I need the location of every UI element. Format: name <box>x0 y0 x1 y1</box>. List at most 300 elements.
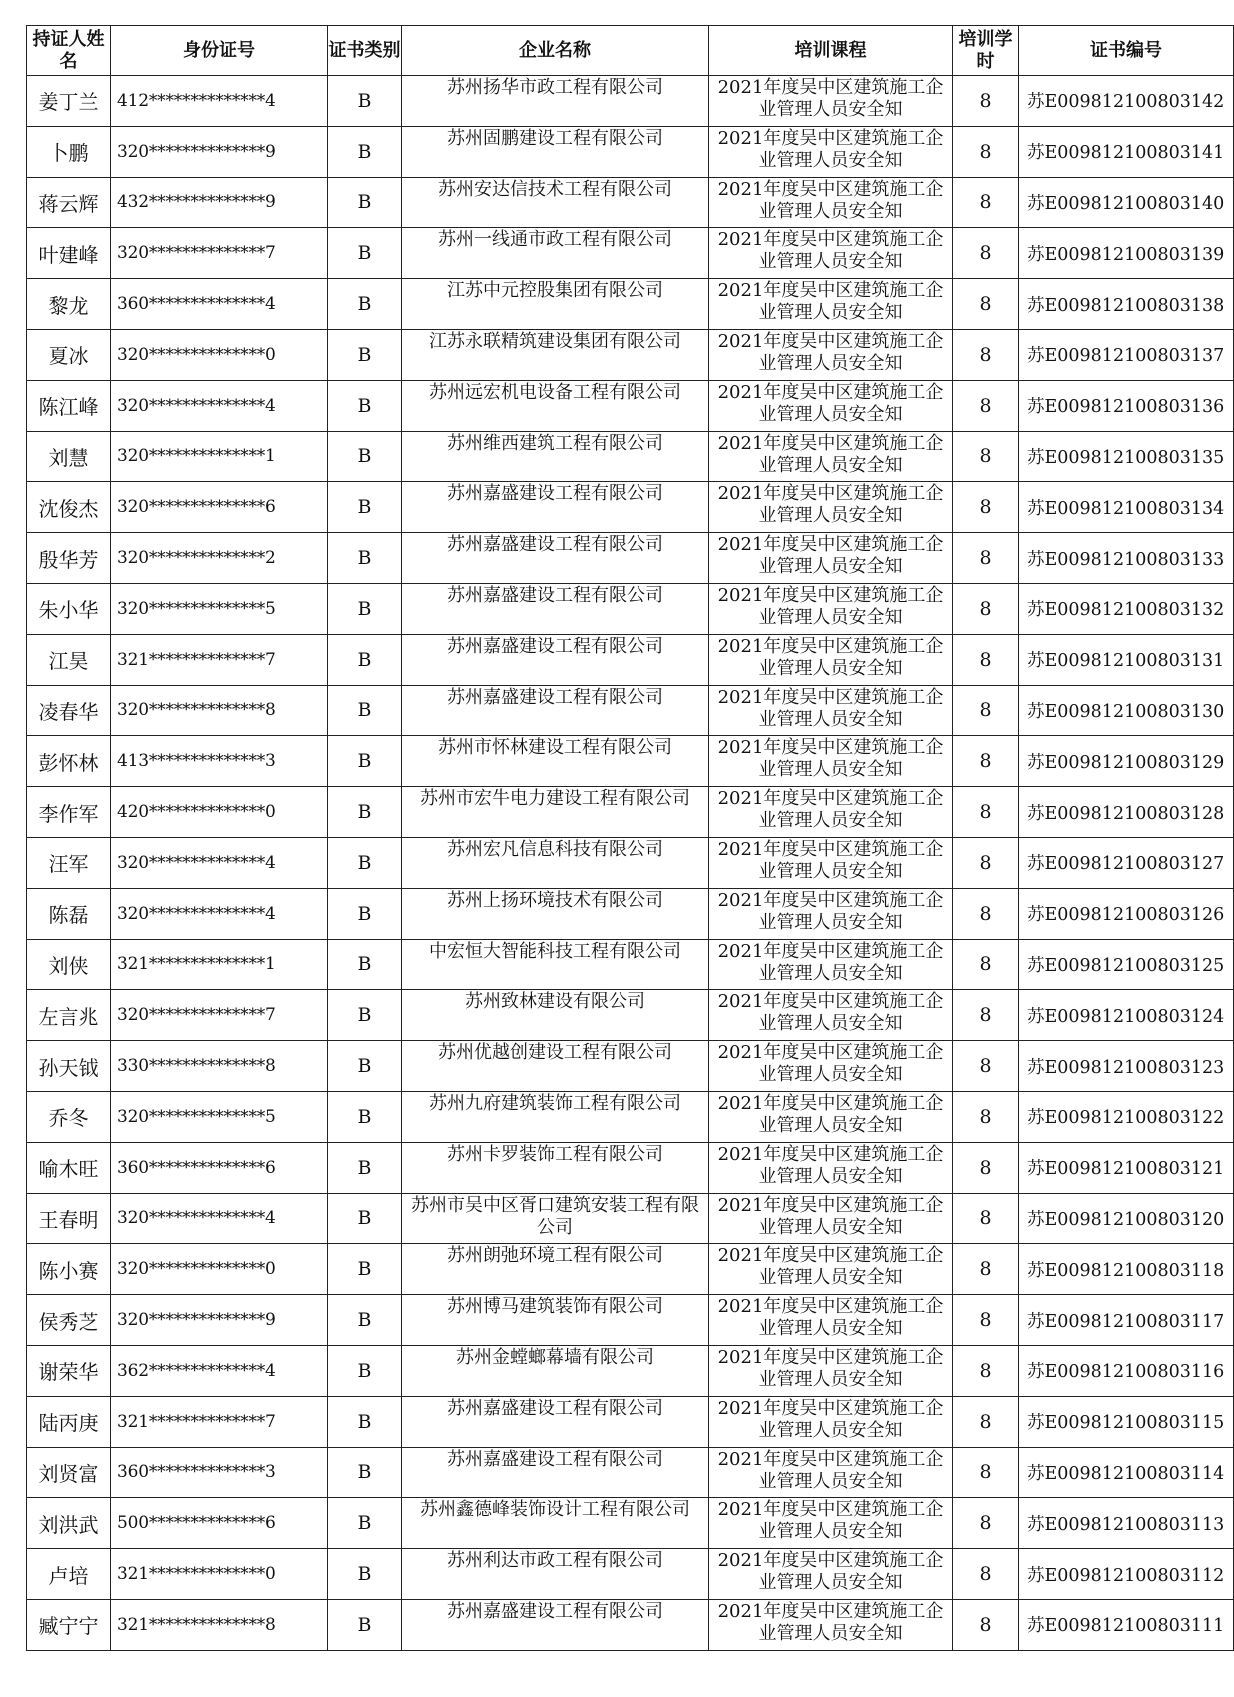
cert-type-cell: B <box>328 228 402 279</box>
table-row <box>27 1193 1234 1244</box>
training-course-cell <box>709 1193 953 1244</box>
header-training-hours: 培训学时 <box>953 26 1019 76</box>
training-course-text: 2021年度吴中区建筑施工企业管理人员安全知 <box>717 1245 944 1289</box>
company-name-text: 苏州嘉盛建设工程有限公司 <box>447 534 663 556</box>
id-number-cell: 420**************0 <box>111 787 328 838</box>
company-name-text: 苏州嘉盛建设工程有限公司 <box>447 1448 663 1470</box>
training-course-cell <box>709 888 953 939</box>
id-number-cell: 320**************1 <box>111 431 328 482</box>
holder-name-cell: 喻木旺 <box>27 1142 111 1193</box>
table-row <box>27 685 1234 736</box>
holder-name-cell: 谢荣华 <box>27 1345 111 1396</box>
training-course-text: 2021年度吴中区建筑施工企业管理人员安全知 <box>717 1194 944 1238</box>
table-row <box>27 1396 1234 1447</box>
training-course-text: 2021年度吴中区建筑施工企业管理人员安全知 <box>717 280 944 324</box>
id-number-cell: 320**************4 <box>111 837 328 888</box>
company-name-text: 苏州市怀林建设工程有限公司 <box>438 737 672 759</box>
training-course-cell <box>709 685 953 736</box>
id-number-cell: 500**************6 <box>111 1498 328 1549</box>
holder-name-cell: 陈江峰 <box>27 380 111 431</box>
training-course-cell <box>709 787 953 838</box>
company-name-cell <box>402 990 709 1041</box>
training-hours-cell: 8 <box>953 736 1019 787</box>
training-course-text: 2021年度吴中区建筑施工企业管理人员安全知 <box>717 737 944 781</box>
holder-name-cell: 臧宁宁 <box>27 1599 111 1650</box>
training-hours-cell: 8 <box>953 1041 1019 1092</box>
table-row <box>27 888 1234 939</box>
training-course-text: 2021年度吴中区建筑施工企业管理人员安全知 <box>717 1092 944 1136</box>
cert-number-cell: 苏E009812100803113 <box>1019 1498 1234 1549</box>
id-number-cell: 321**************0 <box>111 1549 328 1600</box>
company-name-text: 苏州市宏牛电力建设工程有限公司 <box>420 788 690 810</box>
training-hours-cell: 8 <box>953 177 1019 228</box>
holder-name-cell: 叶建峰 <box>27 228 111 279</box>
cert-type-cell: B <box>328 380 402 431</box>
id-number-cell: 321**************1 <box>111 939 328 990</box>
cert-number-cell: 苏E009812100803111 <box>1019 1599 1234 1650</box>
company-name-text: 苏州朗弛环境工程有限公司 <box>447 1245 663 1267</box>
holder-name-cell: 刘慧 <box>27 431 111 482</box>
holder-name-cell: 陈磊 <box>27 888 111 939</box>
cert-type-cell: B <box>328 1396 402 1447</box>
cert-type-cell: B <box>328 1193 402 1244</box>
holder-name-cell: 汪军 <box>27 837 111 888</box>
cert-number-cell: 苏E009812100803128 <box>1019 787 1234 838</box>
training-course-text: 2021年度吴中区建筑施工企业管理人员安全知 <box>717 889 944 933</box>
id-number-cell: 432**************9 <box>111 177 328 228</box>
training-hours-cell: 8 <box>953 431 1019 482</box>
company-name-text: 苏州嘉盛建设工程有限公司 <box>447 686 663 708</box>
training-course-text: 2021年度吴中区建筑施工企业管理人员安全知 <box>717 229 944 273</box>
company-name-text: 苏州维西建筑工程有限公司 <box>447 432 663 454</box>
cert-type-cell: B <box>328 837 402 888</box>
cert-type-cell: B <box>328 787 402 838</box>
table-row <box>27 787 1234 838</box>
holder-name-cell: 刘贤富 <box>27 1447 111 1498</box>
company-name-cell <box>402 1091 709 1142</box>
id-number-cell: 320**************9 <box>111 1295 328 1346</box>
training-course-cell <box>709 1498 953 1549</box>
id-number-cell: 321**************7 <box>111 1396 328 1447</box>
company-name-cell <box>402 1193 709 1244</box>
training-course-text: 2021年度吴中区建筑施工企业管理人员安全知 <box>717 991 944 1035</box>
table-row <box>27 482 1234 533</box>
table-row <box>27 1244 1234 1295</box>
cert-number-cell: 苏E009812100803138 <box>1019 279 1234 330</box>
training-course-text: 2021年度吴中区建筑施工企业管理人员安全知 <box>717 1499 944 1543</box>
table-row <box>27 279 1234 330</box>
company-name-cell <box>402 1345 709 1396</box>
holder-name-cell: 陈小赛 <box>27 1244 111 1295</box>
company-name-text: 苏州市吴中区胥口建筑安装工程有限公司 <box>411 1194 699 1238</box>
training-course-cell <box>709 431 953 482</box>
training-course-text: 2021年度吴中区建筑施工企业管理人员安全知 <box>717 838 944 882</box>
cert-type-cell: B <box>328 1041 402 1092</box>
holder-name-cell: 姜丁兰 <box>27 76 111 127</box>
training-hours-cell: 8 <box>953 1396 1019 1447</box>
table-row <box>27 76 1234 127</box>
table-row <box>27 329 1234 380</box>
training-course-cell <box>709 1549 953 1600</box>
training-course-cell <box>709 279 953 330</box>
id-number-cell: 320**************8 <box>111 685 328 736</box>
table-row <box>27 1447 1234 1498</box>
company-name-text: 苏州嘉盛建设工程有限公司 <box>447 1397 663 1419</box>
company-name-cell <box>402 431 709 482</box>
table-row <box>27 228 1234 279</box>
training-course-text: 2021年度吴中区建筑施工企业管理人员安全知 <box>717 1346 944 1390</box>
cert-type-cell: B <box>328 76 402 127</box>
cert-number-cell: 苏E009812100803136 <box>1019 380 1234 431</box>
training-course-text: 2021年度吴中区建筑施工企业管理人员安全知 <box>717 1550 944 1594</box>
cert-number-cell: 苏E009812100803139 <box>1019 228 1234 279</box>
company-name-cell <box>402 685 709 736</box>
cert-number-cell: 苏E009812100803124 <box>1019 990 1234 1041</box>
training-hours-cell: 8 <box>953 1295 1019 1346</box>
header-cert-type: 证书类别 <box>328 26 402 76</box>
cert-type-cell: B <box>328 1549 402 1600</box>
training-course-text: 2021年度吴中区建筑施工企业管理人员安全知 <box>717 584 944 628</box>
id-number-cell: 320**************5 <box>111 583 328 634</box>
cert-number-cell: 苏E009812100803140 <box>1019 177 1234 228</box>
training-hours-cell: 8 <box>953 126 1019 177</box>
cert-type-cell: B <box>328 685 402 736</box>
table-row <box>27 990 1234 1041</box>
holder-name-cell: 侯秀芝 <box>27 1295 111 1346</box>
id-number-cell: 320**************4 <box>111 380 328 431</box>
table-row <box>27 583 1234 634</box>
training-course-cell <box>709 736 953 787</box>
cert-number-cell: 苏E009812100803116 <box>1019 1345 1234 1396</box>
company-name-text: 苏州安达信技术工程有限公司 <box>438 178 672 200</box>
table-row <box>27 1142 1234 1193</box>
company-name-text: 苏州一线通市政工程有限公司 <box>438 229 672 251</box>
holder-name-cell: 卢培 <box>27 1549 111 1600</box>
table-row <box>27 431 1234 482</box>
cert-number-cell: 苏E009812100803121 <box>1019 1142 1234 1193</box>
company-name-cell <box>402 533 709 584</box>
table-row <box>27 1549 1234 1600</box>
company-name-cell <box>402 1295 709 1346</box>
company-name-cell <box>402 329 709 380</box>
table-row <box>27 1498 1234 1549</box>
cert-type-cell: B <box>328 736 402 787</box>
training-hours-cell: 8 <box>953 1498 1019 1549</box>
company-name-text: 苏州嘉盛建设工程有限公司 <box>447 584 663 606</box>
company-name-cell <box>402 1447 709 1498</box>
training-hours-cell: 8 <box>953 1193 1019 1244</box>
training-course-cell <box>709 482 953 533</box>
training-course-cell <box>709 1041 953 1092</box>
cert-number-cell: 苏E009812100803135 <box>1019 431 1234 482</box>
training-hours-cell: 8 <box>953 482 1019 533</box>
id-number-cell: 321**************8 <box>111 1599 328 1650</box>
holder-name-cell: 王春明 <box>27 1193 111 1244</box>
company-name-cell <box>402 380 709 431</box>
training-course-cell <box>709 177 953 228</box>
table-row <box>27 1091 1234 1142</box>
id-number-cell: 320**************0 <box>111 329 328 380</box>
company-name-text: 江苏中元控股集团有限公司 <box>447 280 663 302</box>
holder-name-cell: 乔冬 <box>27 1091 111 1142</box>
id-number-cell: 320**************7 <box>111 228 328 279</box>
header-row <box>27 26 1234 76</box>
company-name-text: 苏州优越创建设工程有限公司 <box>438 1042 672 1064</box>
id-number-cell: 330**************8 <box>111 1041 328 1092</box>
training-course-text: 2021年度吴中区建筑施工企业管理人员安全知 <box>717 432 944 476</box>
company-name-cell <box>402 76 709 127</box>
cert-type-cell: B <box>328 1599 402 1650</box>
holder-name-cell: 李作军 <box>27 787 111 838</box>
company-name-cell <box>402 1244 709 1295</box>
company-name-text: 苏州九府建筑装饰工程有限公司 <box>429 1092 681 1114</box>
training-course-cell <box>709 1142 953 1193</box>
training-course-text: 2021年度吴中区建筑施工企业管理人员安全知 <box>717 381 944 425</box>
company-name-text: 苏州卡罗装饰工程有限公司 <box>447 1143 663 1165</box>
training-course-text: 2021年度吴中区建筑施工企业管理人员安全知 <box>717 1296 944 1340</box>
training-hours-cell: 8 <box>953 1447 1019 1498</box>
table-row <box>27 837 1234 888</box>
company-name-cell <box>402 634 709 685</box>
cert-number-cell: 苏E009812100803134 <box>1019 482 1234 533</box>
cert-number-cell: 苏E009812100803130 <box>1019 685 1234 736</box>
cert-type-cell: B <box>328 888 402 939</box>
company-name-cell <box>402 228 709 279</box>
training-course-cell <box>709 76 953 127</box>
training-hours-cell: 8 <box>953 583 1019 634</box>
training-course-cell <box>709 533 953 584</box>
cert-type-cell: B <box>328 482 402 533</box>
training-hours-cell: 8 <box>953 837 1019 888</box>
table-row <box>27 533 1234 584</box>
training-course-cell <box>709 1244 953 1295</box>
training-course-cell <box>709 1447 953 1498</box>
company-name-text: 苏州远宏机电设备工程有限公司 <box>429 381 681 403</box>
cert-number-cell: 苏E009812100803133 <box>1019 533 1234 584</box>
training-course-cell <box>709 1345 953 1396</box>
company-name-cell <box>402 482 709 533</box>
training-course-cell <box>709 126 953 177</box>
training-course-cell <box>709 583 953 634</box>
id-number-cell: 320**************4 <box>111 1193 328 1244</box>
company-name-text: 苏州利达市政工程有限公司 <box>447 1550 663 1572</box>
training-course-cell <box>709 837 953 888</box>
cert-type-cell: B <box>328 634 402 685</box>
company-name-text: 苏州嘉盛建设工程有限公司 <box>447 483 663 505</box>
training-hours-cell: 8 <box>953 1549 1019 1600</box>
table-row <box>27 736 1234 787</box>
table-row <box>27 1295 1234 1346</box>
cert-number-cell: 苏E009812100803118 <box>1019 1244 1234 1295</box>
training-course-text: 2021年度吴中区建筑施工企业管理人员安全知 <box>717 1397 944 1441</box>
cert-number-cell: 苏E009812100803115 <box>1019 1396 1234 1447</box>
company-name-text: 苏州金螳螂幕墙有限公司 <box>456 1346 654 1368</box>
table-row <box>27 939 1234 990</box>
company-name-cell <box>402 787 709 838</box>
table-row <box>27 1599 1234 1650</box>
company-name-cell <box>402 1142 709 1193</box>
training-course-cell <box>709 1396 953 1447</box>
table-row <box>27 177 1234 228</box>
company-name-cell <box>402 1549 709 1600</box>
cert-type-cell: B <box>328 279 402 330</box>
training-course-cell <box>709 634 953 685</box>
id-number-cell: 412**************4 <box>111 76 328 127</box>
company-name-cell <box>402 939 709 990</box>
training-course-text: 2021年度吴中区建筑施工企业管理人员安全知 <box>717 534 944 578</box>
cert-type-cell: B <box>328 126 402 177</box>
training-course-text: 2021年度吴中区建筑施工企业管理人员安全知 <box>717 635 944 679</box>
company-name-cell <box>402 888 709 939</box>
cert-number-cell: 苏E009812100803112 <box>1019 1549 1234 1600</box>
training-course-text: 2021年度吴中区建筑施工企业管理人员安全知 <box>717 788 944 832</box>
training-course-text: 2021年度吴中区建筑施工企业管理人员安全知 <box>717 940 944 984</box>
training-hours-cell: 8 <box>953 685 1019 736</box>
training-course-text: 2021年度吴中区建筑施工企业管理人员安全知 <box>717 127 944 171</box>
company-name-text: 苏州鑫德峰装饰设计工程有限公司 <box>420 1499 690 1521</box>
cert-type-cell: B <box>328 1244 402 1295</box>
company-name-text: 苏州上扬环境技术有限公司 <box>447 889 663 911</box>
holder-name-cell: 殷华芳 <box>27 533 111 584</box>
company-name-cell <box>402 1041 709 1092</box>
holder-name-cell: 彭怀林 <box>27 736 111 787</box>
training-hours-cell: 8 <box>953 76 1019 127</box>
training-hours-cell: 8 <box>953 1091 1019 1142</box>
training-course-text: 2021年度吴中区建筑施工企业管理人员安全知 <box>717 686 944 730</box>
header-holder-name: 持证人姓名 <box>27 26 111 76</box>
cert-type-cell: B <box>328 1345 402 1396</box>
company-name-text: 中宏恒大智能科技工程有限公司 <box>429 940 681 962</box>
training-course-cell <box>709 1091 953 1142</box>
training-hours-cell: 8 <box>953 228 1019 279</box>
company-name-cell <box>402 1599 709 1650</box>
training-hours-cell: 8 <box>953 279 1019 330</box>
cert-type-cell: B <box>328 1447 402 1498</box>
cert-type-cell: B <box>328 1295 402 1346</box>
company-name-cell <box>402 837 709 888</box>
company-name-text: 苏州扬华市政工程有限公司 <box>447 77 663 98</box>
cert-type-cell: B <box>328 329 402 380</box>
holder-name-cell: 刘侠 <box>27 939 111 990</box>
holder-name-cell: 卜鹏 <box>27 126 111 177</box>
company-name-text: 苏州致林建设有限公司 <box>465 991 645 1013</box>
id-number-cell: 320**************7 <box>111 990 328 1041</box>
company-name-cell <box>402 1396 709 1447</box>
training-hours-cell: 8 <box>953 533 1019 584</box>
training-hours-cell: 8 <box>953 787 1019 838</box>
id-number-cell: 413**************3 <box>111 736 328 787</box>
cert-number-cell: 苏E009812100803132 <box>1019 583 1234 634</box>
company-name-cell <box>402 736 709 787</box>
training-course-cell <box>709 380 953 431</box>
header-cert-number: 证书编号 <box>1019 26 1234 76</box>
company-name-text: 苏州博马建筑装饰有限公司 <box>447 1296 663 1318</box>
cert-number-cell: 苏E009812100803120 <box>1019 1193 1234 1244</box>
training-hours-cell: 8 <box>953 1345 1019 1396</box>
training-course-cell <box>709 990 953 1041</box>
training-hours-cell: 8 <box>953 1142 1019 1193</box>
header-id-number: 身份证号 <box>111 26 328 76</box>
cert-number-cell: 苏E009812100803141 <box>1019 126 1234 177</box>
cert-number-cell: 苏E009812100803126 <box>1019 888 1234 939</box>
certificate-table <box>26 25 1234 1651</box>
company-name-cell <box>402 126 709 177</box>
training-hours-cell: 8 <box>953 939 1019 990</box>
cert-number-cell: 苏E009812100803142 <box>1019 76 1234 127</box>
cert-type-cell: B <box>328 533 402 584</box>
cert-type-cell: B <box>328 583 402 634</box>
training-hours-cell: 8 <box>953 990 1019 1041</box>
cert-type-cell: B <box>328 990 402 1041</box>
holder-name-cell: 江昊 <box>27 634 111 685</box>
company-name-cell <box>402 1498 709 1549</box>
cert-number-cell: 苏E009812100803137 <box>1019 329 1234 380</box>
training-hours-cell: 8 <box>953 380 1019 431</box>
holder-name-cell: 孙天钺 <box>27 1041 111 1092</box>
training-hours-cell: 8 <box>953 329 1019 380</box>
training-course-cell <box>709 228 953 279</box>
holder-name-cell: 夏冰 <box>27 329 111 380</box>
cert-type-cell: B <box>328 1142 402 1193</box>
holder-name-cell: 左言兆 <box>27 990 111 1041</box>
company-name-text: 苏州宏凡信息科技有限公司 <box>447 838 663 860</box>
id-number-cell: 320**************2 <box>111 533 328 584</box>
cert-type-cell: B <box>328 431 402 482</box>
training-course-cell <box>709 1599 953 1650</box>
holder-name-cell: 凌春华 <box>27 685 111 736</box>
id-number-cell: 360**************4 <box>111 279 328 330</box>
table-row <box>27 1041 1234 1092</box>
training-course-text: 2021年度吴中区建筑施工企业管理人员安全知 <box>717 178 944 222</box>
table-row <box>27 126 1234 177</box>
id-number-cell: 320**************4 <box>111 888 328 939</box>
id-number-cell: 360**************6 <box>111 1142 328 1193</box>
training-course-text: 2021年度吴中区建筑施工企业管理人员安全知 <box>717 1600 944 1644</box>
training-course-cell <box>709 1295 953 1346</box>
training-course-text: 2021年度吴中区建筑施工企业管理人员安全知 <box>717 483 944 527</box>
holder-name-cell: 蒋云辉 <box>27 177 111 228</box>
training-course-text: 2021年度吴中区建筑施工企业管理人员安全知 <box>717 330 944 374</box>
holder-name-cell: 沈俊杰 <box>27 482 111 533</box>
training-hours-cell: 8 <box>953 1244 1019 1295</box>
cert-number-cell: 苏E009812100803125 <box>1019 939 1234 990</box>
cert-number-cell: 苏E009812100803127 <box>1019 837 1234 888</box>
holder-name-cell: 刘洪武 <box>27 1498 111 1549</box>
training-course-text: 2021年度吴中区建筑施工企业管理人员安全知 <box>717 1042 944 1086</box>
id-number-cell: 320**************6 <box>111 482 328 533</box>
company-name-text: 苏州嘉盛建设工程有限公司 <box>447 635 663 657</box>
training-course-text: 2021年度吴中区建筑施工企业管理人员安全知 <box>717 1143 944 1187</box>
table-body <box>27 76 1234 1651</box>
table-header <box>27 26 1234 76</box>
company-name-cell <box>402 583 709 634</box>
training-course-cell <box>709 329 953 380</box>
cert-number-cell: 苏E009812100803114 <box>1019 1447 1234 1498</box>
table-row <box>27 1345 1234 1396</box>
table-row <box>27 634 1234 685</box>
training-course-text: 2021年度吴中区建筑施工企业管理人员安全知 <box>717 77 944 120</box>
cert-number-cell: 苏E009812100803117 <box>1019 1295 1234 1346</box>
cert-number-cell: 苏E009812100803123 <box>1019 1041 1234 1092</box>
id-number-cell: 320**************5 <box>111 1091 328 1142</box>
id-number-cell: 320**************0 <box>111 1244 328 1295</box>
cert-number-cell: 苏E009812100803131 <box>1019 634 1234 685</box>
id-number-cell: 362**************4 <box>111 1345 328 1396</box>
company-name-cell <box>402 279 709 330</box>
company-name-text: 苏州固鹏建设工程有限公司 <box>447 127 663 149</box>
cert-number-cell: 苏E009812100803122 <box>1019 1091 1234 1142</box>
company-name-text: 江苏永联精筑建设集团有限公司 <box>429 330 681 352</box>
